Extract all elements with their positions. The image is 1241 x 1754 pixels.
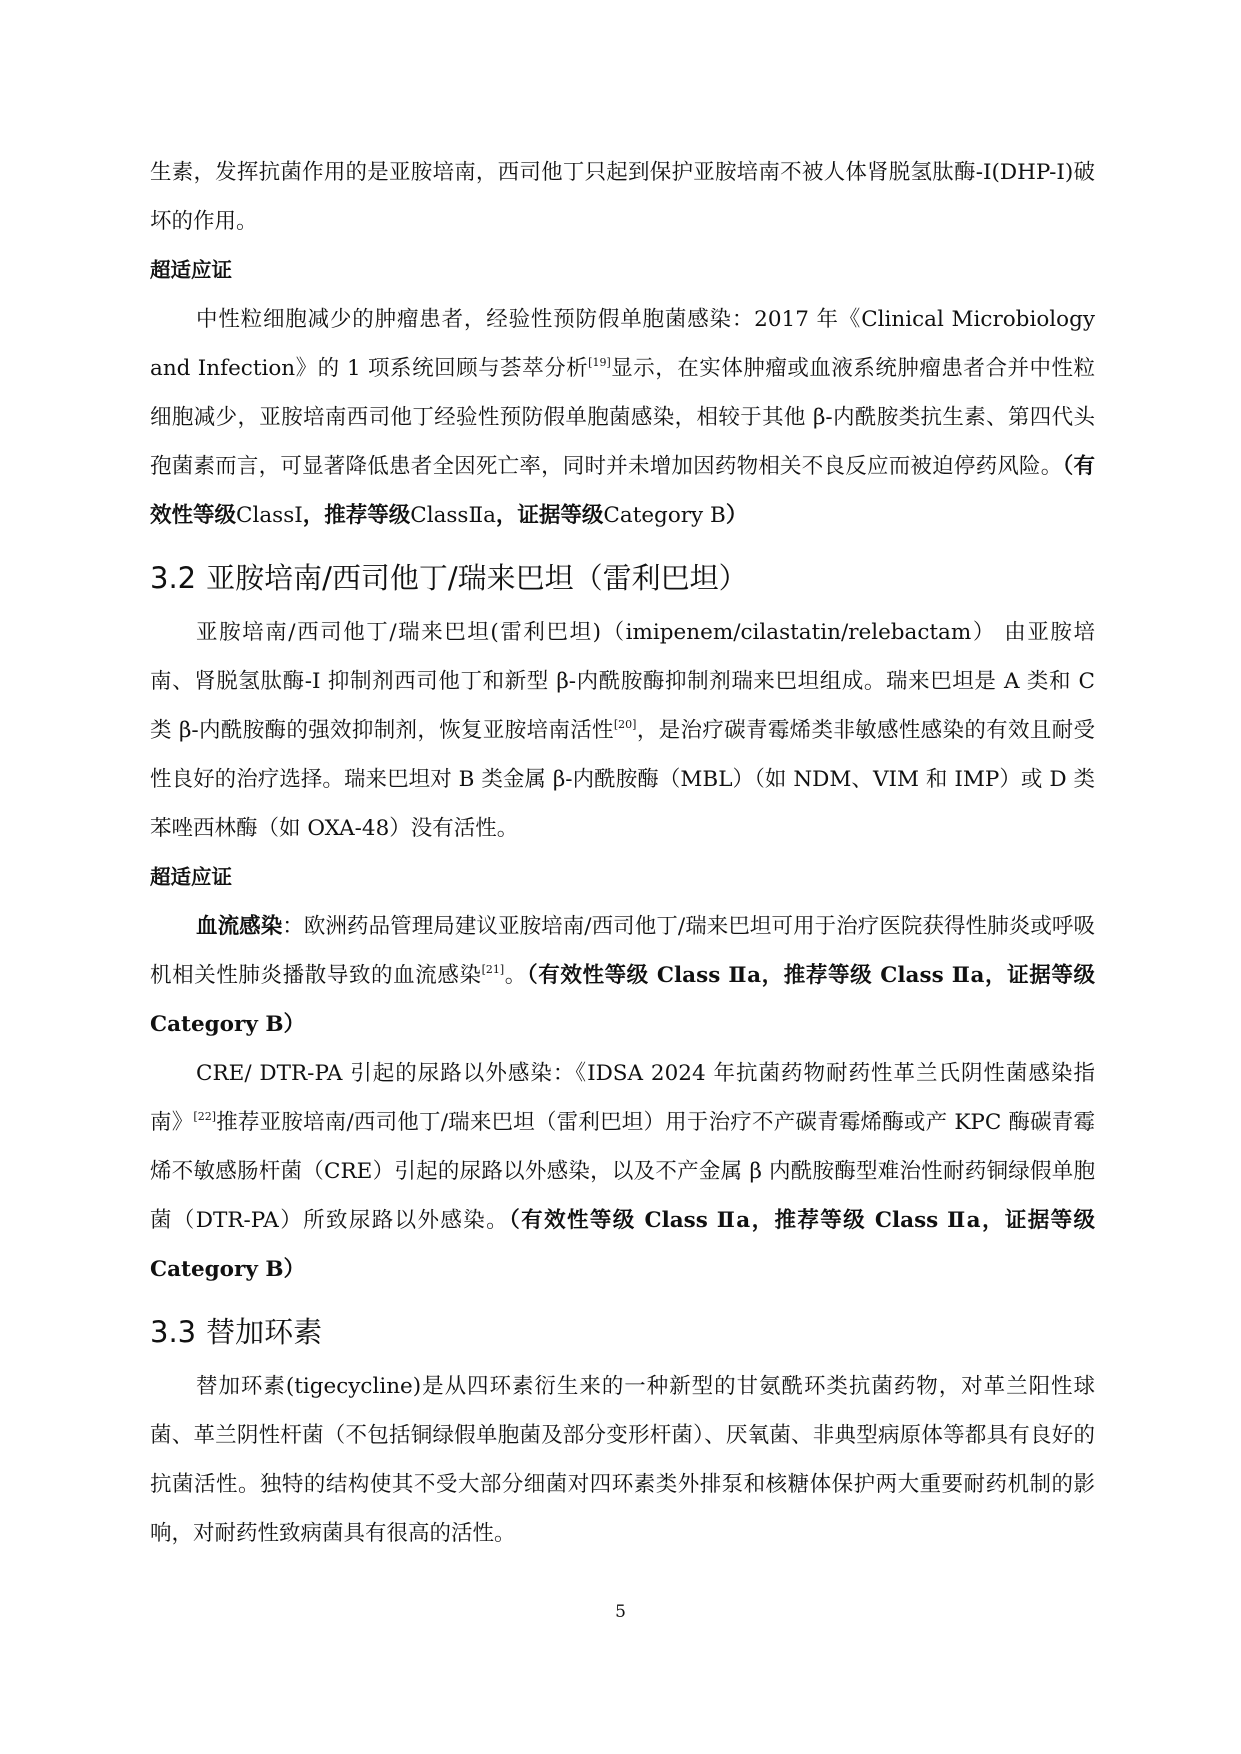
- paragraph-text: ：欧洲药品管理局建议亚胺培南/西司他丁/瑞来巴坦可用于治疗医院获得性肺炎或呼吸机相关性肺炎播散导致的血流感染: [150, 914, 1095, 988]
- paragraph-neutropenia: [150, 295, 1095, 540]
- rating-label: ，证据等级: [495, 503, 604, 528]
- paragraph-text: 亚胺培南/西司他丁/瑞来巴坦(雷利巴坦)（imipenem/cilastatin/relebactam） 由亚胺培南、肾脱氢肽酶-I 抑制剂西司他丁和新型 β-内酰胺酶抑制剂瑞来巴坦组成。瑞来巴坦是 A 类和 C 类 β-内酰胺酶的强效抑制剂，恢复亚胺培南活性: [150, 620, 1095, 743]
- paragraph-text: 。: [504, 963, 527, 988]
- paragraph-relebactam: [150, 608, 1095, 853]
- citation-ref: [21]: [481, 963, 505, 976]
- rating-label: （有效性等级: [150, 454, 1095, 528]
- paragraph-text: 推荐亚胺培南/西司他丁/瑞来巴坦（雷利巴坦）用于治疗不产碳青霉烯酶或产 KPC 酶碳青霉烯不敏感肠杆菌（CRE）引起的尿路以外感染，以及不产金属 β 内酰胺酶型难治性耐药铜绿假单胞菌（DTR-PA）所致尿路以外感染。: [150, 1110, 1095, 1233]
- efficacy-class: ClassⅠ: [236, 503, 303, 528]
- paragraph-cre-dtr-pa: [150, 1049, 1095, 1294]
- citation-ref: [19]: [588, 356, 611, 369]
- section-heading-3-3: [150, 1302, 1095, 1362]
- section-heading-3-2: [150, 548, 1095, 608]
- paragraph-tigecycline: [150, 1362, 1095, 1558]
- section-number: 3.3: [150, 1315, 197, 1349]
- page-number: 5: [615, 1602, 626, 1622]
- paragraph-imipenem-intro: [150, 148, 1095, 246]
- document-page: [150, 148, 1095, 1558]
- rating-text: （有效性等级 Class Ⅱa，推荐等级 Class Ⅱa，证据等级 Category B）: [150, 1208, 1095, 1282]
- paragraph-text: 生素，发挥抗菌作用的是亚胺培南，西司他丁只起到保护亚胺培南不被人体肾脱氢肽酶-I(DHP-I)破坏的作用。: [150, 160, 1095, 234]
- rating-label: ，推荐等级: [302, 503, 411, 528]
- paragraph-text: 替加环素(tigecycline)是从四环素衍生来的一种新型的甘氨酰环类抗菌药物，对革兰阳性球菌、革兰阴性杆菌（不包括铜绿假单胞菌及部分变形杆菌）、厌氧菌、非典型病原体等都具有良好的抗菌活性。独特的结构使其不受大部分细菌对四环素类外排泵和核糖体保护两大重要耐药机制的影响，对耐药性致病菌具有很高的活性。: [150, 1374, 1095, 1546]
- rating-text: （有效性等级 Class Ⅱa，推荐等级 Class Ⅱa，证据等级 Category B）: [150, 963, 1095, 1037]
- section-title: 替加环素: [206, 1315, 323, 1349]
- section-title: 亚胺培南/西司他丁/瑞来巴坦（雷利巴坦）: [206, 561, 748, 595]
- subheading-off-label: 超适应证: [150, 258, 232, 282]
- paragraph-text: 显示，在实体肿瘤或血液系统肿瘤患者合并中性粒细胞减少，亚胺培南西司他丁经验性预防假单胞菌感染，相较于其他 β-内酰胺类抗生素、第四代头孢菌素而言，可显著降低患者全因死亡率，同时并未增加因药物相关不良反应而被迫停药风险。: [150, 356, 1095, 479]
- paragraph-bloodstream: [150, 902, 1095, 1049]
- paragraph-text: 中性粒细胞减少的肿瘤患者，经验性预防假单胞菌感染：2017 年《Clinical Microbiology and Infection》的 1 项系统回顾与荟萃分析: [150, 307, 1095, 381]
- lead-term: 血流感染: [196, 914, 283, 939]
- paragraph-text: CRE/ DTR-PA 引起的尿路以外感染：《IDSA 2024 年抗菌药物耐药性革兰氏阴性菌感染指南》: [150, 1061, 1095, 1135]
- paragraph-text: ，是治疗碳青霉烯类非敏感性感染的有效且耐受性良好的治疗选择。瑞来巴坦对 B 类金属 β-内酰胺酶（MBL）（如 NDM、VIM 和 IMP）或 D 类苯唑西林酶（如 OXA-48）没有活性。: [150, 718, 1095, 841]
- section-number: 3.2: [150, 561, 197, 595]
- citation-ref: [22]: [193, 1110, 217, 1123]
- citation-ref: [20]: [613, 718, 637, 731]
- evidence-category: Category B: [603, 503, 726, 528]
- rating-label: ）: [725, 503, 748, 528]
- subheading-off-label: 超适应证: [150, 865, 232, 889]
- recommendation-class: ClassⅡa: [410, 503, 496, 528]
